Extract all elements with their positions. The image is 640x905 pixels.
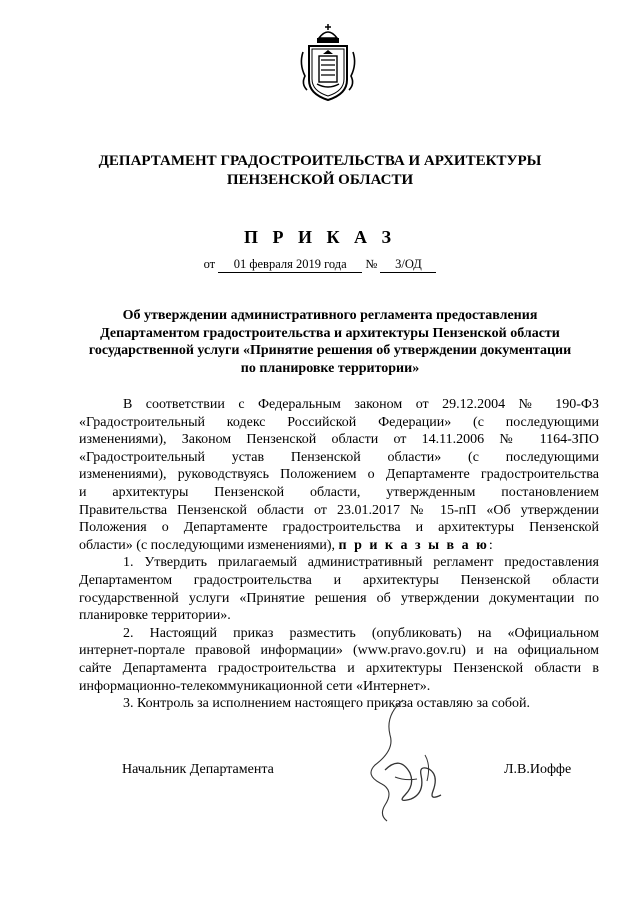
- subject-line: государственной услуги «Принятие решения об утверждении документации: [88, 343, 572, 358]
- handwritten-signature: [355, 695, 465, 825]
- department-name-line1: ДЕПАРТАМЕНТ ГРАДОСТРОИТЕЛЬСТВА И АРХИТЕКТУРЫ: [98, 153, 542, 169]
- signatory-name: Л.В.Иоффе: [504, 762, 572, 777]
- body-line: Положения о Департаменте градостроительства и архитектуры Пензенской: [79, 520, 599, 536]
- order-subject: [60, 307, 600, 377]
- signatory-position: Начальник Департамента: [122, 762, 274, 777]
- body-line: планировке территории».: [79, 608, 231, 624]
- order-body: [79, 396, 599, 713]
- body-line: 3. Контроль за исполнением настоящего приказа оставляю за собой.: [123, 696, 531, 712]
- body-text-fragment: области» (с последующими изменениями),: [79, 537, 335, 553]
- order-date-line: [0, 257, 640, 273]
- body-line: информационно-телекоммуникационной сети «Интернет».: [79, 678, 431, 694]
- coat-of-arms-icon: [297, 24, 359, 102]
- order-title: П Р И К А З: [243, 227, 397, 247]
- body-line: изменениями), руководствуясь Положением о Департаменте градостроительства: [79, 467, 599, 483]
- subject-line: Департаментом градостроительства и архитектуры Пензенской области: [100, 325, 560, 341]
- body-line: Правительства Пензенской области от 23.01.2017 № 15-пП «Об утверждении: [79, 502, 599, 518]
- order-number: 3/ОД: [380, 257, 436, 273]
- body-line: 2. Настоящий приказ разместить (опубликовать) на «Официальном: [123, 625, 599, 641]
- body-line: и архитектуры Пензенской области, утвержденным постановлением: [79, 484, 599, 500]
- body-line: [79, 537, 599, 555]
- body-line: «Градостроительный устав Пензенской области» (с последующими: [79, 449, 599, 465]
- body-line: интернет-портале правовой информации» (www.pravo.gov.ru) и на официальном: [79, 643, 599, 659]
- order-date: 01 февраля 2019 года: [218, 257, 362, 273]
- subject-line: по планировке территории»: [240, 360, 420, 376]
- date-prefix: от: [203, 257, 216, 271]
- body-line: изменениями), Законом Пензенской области от 14.11.2006 № 1164-ЗПО: [79, 432, 599, 448]
- body-line: «Градостроительный кодекс Российской Федерации» (с последующими: [79, 414, 599, 430]
- department-name-line2: ПЕНЗЕНСКОЙ ОБЛАСТИ: [226, 172, 414, 188]
- number-prefix: №: [365, 257, 378, 271]
- body-line: сайте Департамента градостроительства и архитектуры Пензенской области в: [79, 660, 599, 676]
- body-text-fragment: :: [488, 537, 493, 553]
- subject-line: Об утверждении административного регламента предоставления: [122, 308, 538, 323]
- body-line: Департаментом градостроительства и архитектуры Пензенской области: [79, 572, 599, 588]
- body-line: 1. Утвердить прилагаемый административный регламент предоставления: [123, 555, 599, 571]
- order-verb: п р и к а з ы в а ю: [338, 537, 489, 553]
- body-line: государственной услуги «Принятие решения об утверждении документации по: [79, 590, 599, 606]
- body-line: В соответствии с Федеральным законом от 29.12.2004 № 190-ФЗ: [123, 397, 599, 412]
